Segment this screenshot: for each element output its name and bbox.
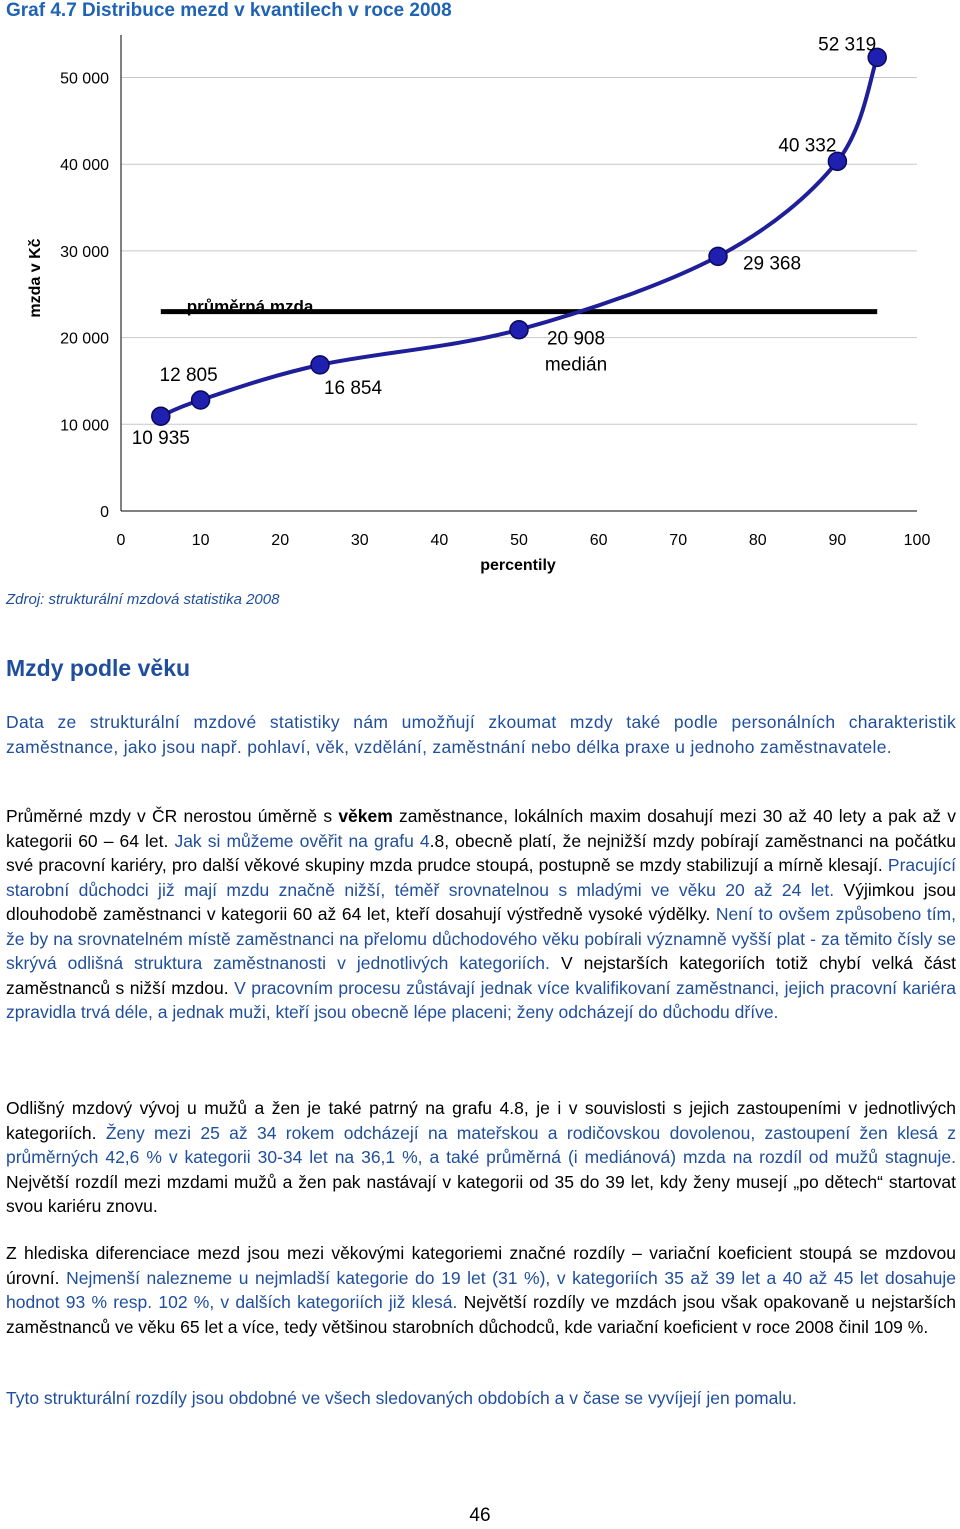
- page-number: 46: [469, 1505, 491, 1526]
- paragraph-2-part: Výjimkou jsou dlouhodobě zaměstnanci v kategorii 60 až 64 let, kteří dosahují výstředně vysoké výdělky.: [6, 879, 956, 924]
- series-line: [161, 57, 877, 416]
- paragraph-2-part: V nejstarších kategoriích totiž chybí velká část zaměstnanců s nižší mzdou.: [6, 953, 956, 998]
- data-label: 29 368: [742, 253, 802, 275]
- paragraph-2-part: V pracovním procesu zůstávají jednak více kvalifikovaní zaměstnanci, jejich pracovní kariéra zpravidla trvá déle, a jednak muži, kteří jsou obecně lépe placeni; ženy odcházejí do důchodu dříve.: [6, 977, 957, 1022]
- paragraph-2-part: Není to ovšem způsobeno tím, že by na srovnatelném místě zaměstnanci na přelomu důchodového věku pobírali významně vyšší plat - za těmito čísly se skrývá odlišná struktura zaměstnanosti v jednotlivých kategoriích.: [6, 904, 956, 973]
- data-label: 10 935: [131, 428, 190, 450]
- y-tick-label: 50 000: [60, 70, 109, 88]
- paragraph-3-part: Odlišný mzdový vývoj u mužů a žen je také patrný na grafu 4.8, je i v souvislosti s jejich zastoupeními v jednotlivých kategoriích.: [6, 1098, 956, 1143]
- paragraph-2-part: .8, obecně platí, že nejnižší mzdy pobírají zaměstnanci na počátku své pracovní kariéry, pro další věkové skupiny mzda prudce stoupá, postupně se mzdy stabilizují a mírně klesají.: [6, 830, 956, 875]
- paragraph-4-part: Největší rozdíly ve mzdách jsou však opakovaně u nejstarších zaměstnanců ve věku 65 let a více, tedy většinou starobních důchodců, kde variační koeficient v roce 2008 činil 109 %.: [6, 1292, 956, 1337]
- gridlines: [121, 78, 917, 425]
- x-axis-label: percentily: [480, 557, 556, 574]
- x-tick-label: 60: [589, 532, 608, 549]
- data-point-marker: [709, 247, 727, 265]
- paragraph-4: [6, 1241, 956, 1339]
- y-tick-label: 0: [100, 504, 109, 521]
- section-heading: Mzdy podle věku: [6, 655, 191, 681]
- paragraph-2-part: Průměrné mzdy v ČR nerostou úměrně s: [6, 806, 339, 826]
- x-tick-labels: [117, 532, 931, 549]
- data-point-marker: [510, 321, 528, 339]
- x-tick-label: 0: [116, 532, 126, 549]
- average-wage-label: průměrná mzda: [186, 297, 314, 316]
- paragraph-5: Tyto strukturální rozdíly jsou obdobné ve všech sledovaných obdobích a v čase se vyvíjejí jen pomalu.: [6, 1388, 797, 1408]
- data-label: medián: [544, 354, 608, 376]
- y-tick-label: 10 000: [60, 417, 109, 435]
- paragraph-2: [6, 804, 956, 1025]
- paragraph-3-part: Ženy mezi 25 až 34 rokem odcházejí na mateřskou a rodičovskou dovolenou, zastoupení žen klesá z průměrných 42,6 % v kategorii 30-34 let na 36,1 %, a také průměrná (i mediánová) mzda na rozdíl od mužů stagnuje.: [6, 1122, 957, 1167]
- x-tick-label: 100: [903, 532, 931, 549]
- x-tick-label: 30: [350, 532, 369, 549]
- y-tick-label: 30 000: [60, 243, 109, 261]
- y-tick-label: 20 000: [60, 330, 109, 348]
- paragraph-1: Data ze strukturální mzdové statistiky nám umožňují zkoumat mzdy také podle personálních charakteristik zaměstnance, jako jsou např. pohlaví, věk, vzdělání, zaměstnání nebo délka praxe u jednoho zaměstnavatele.: [6, 712, 956, 757]
- paragraph-4-part: Z hlediska diferenciace mezd jsou mezi věkovými kategoriemi značné rozdíly – variační koeficient stoupá se mzdovou úrovní.: [6, 1243, 956, 1288]
- data-label: 52 319: [818, 34, 877, 56]
- data-label: 40 332: [778, 135, 837, 157]
- paragraph-3: [6, 1096, 956, 1219]
- paragraph-2-part: Jak si můžeme ověřit na grafu 4: [174, 830, 430, 851]
- paragraph-2-bold: věkem: [338, 806, 393, 826]
- percentile-wage-chart: [0, 0, 960, 590]
- x-tick-label: 20: [271, 532, 290, 549]
- paragraph-2-part: zaměstnance, lokálních maxim dosahují mezi 30 až 40 lety a pak až v kategorii 60 – 64 let.: [6, 806, 957, 851]
- y-axis-label: mzda v Kč: [27, 238, 44, 318]
- y-tick-labels: [60, 71, 109, 522]
- data-label: 12 805: [159, 364, 218, 386]
- data-point-marker: [192, 391, 210, 409]
- figure-source: Zdroj: strukturální mzdová statistika 2008: [6, 591, 280, 608]
- x-tick-label: 70: [669, 532, 688, 549]
- y-tick-label: 40 000: [60, 157, 109, 175]
- data-label: 20 908: [546, 328, 606, 350]
- data-point-marker: [311, 356, 329, 374]
- x-tick-label: 10: [191, 532, 210, 549]
- data-point-marker: [152, 407, 170, 425]
- paragraph-2-part: Pracující starobní důchodci již mají mzdu značně nižší, téměř srovnatelnou s mladými ve věku 20 až 24 let.: [6, 855, 956, 900]
- x-tick-label: 90: [828, 532, 847, 549]
- x-tick-label: 40: [430, 532, 449, 549]
- paragraph-3-part: Největší rozdíl mezi mzdami mužů a žen pak nastávají v kategorii od 35 do 39 let, kdy ženy musejí „po dětech“ startovat svou kariéru znovu.: [6, 1171, 956, 1216]
- data-label: 16 854: [323, 377, 383, 399]
- x-tick-label: 50: [510, 532, 528, 549]
- figure-title: Graf 4.7 Distribuce mezd v kvantilech v roce 2008: [6, 0, 452, 21]
- paragraph-4-part: Nejmenší nalezneme u nejmladší kategorie do 19 let (31 %), v kategoriích 35 až 39 let a 40 až 45 let dosahuje hodnot 93 % resp. 102 %, v dalších kategoriích již klesá.: [6, 1267, 956, 1312]
- x-tick-label: 80: [748, 532, 767, 549]
- data-markers: [152, 48, 886, 425]
